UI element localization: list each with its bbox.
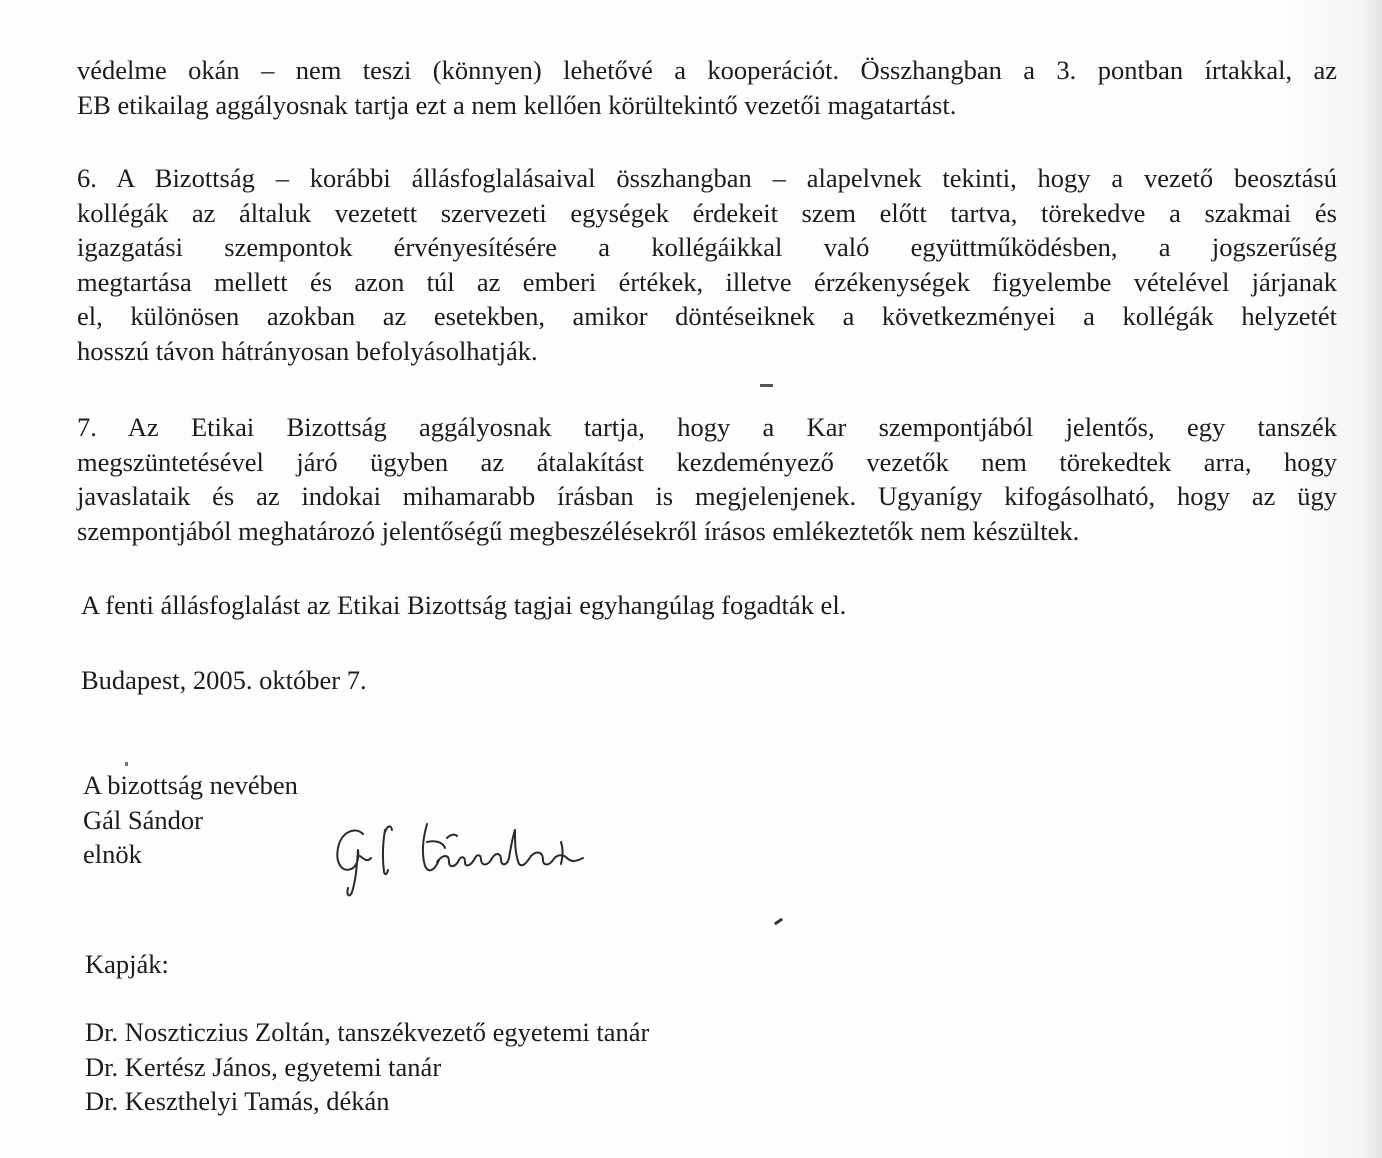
paragraph-line: megtartása mellett és azon túl az emberi értékek, illetve érzékenységek figyelembe vételével járjanak [77,266,1337,297]
paragraph-line: el, különösen azokban az esetekben, amikor döntéseiknek a következményei a kollégák helyzetét [77,301,1337,331]
recipient-item: Dr. Kertész János, egyetemi tanár [85,1051,442,1082]
on-behalf-label: A bizottság nevében [83,770,298,800]
paragraph-line: javaslataik és az indokai mihamarabb írásban is megjelenjenek. Ugyanígy kifogásolható, hogy az ügy [77,481,1337,511]
recipient-item: Dr. Keszthelyi Tamás, dékán [85,1086,390,1116]
scan-edge-shadow [1360,0,1382,1158]
scan-speck [125,762,128,766]
handwritten-signature [325,812,600,902]
paragraph-line: hosszú távon hátrányosan befolyásolhatják. [77,335,538,366]
paragraph-5 [77,53,1337,122]
paragraph-line: kollégák az általuk vezetett szervezeti egységek érdekeit szem előtt tartva, törekedve a szakmai és [77,197,1337,228]
signatory-name: Gál Sándor [83,804,203,835]
scan-speck [774,918,783,926]
paragraph-line: megszüntetésével járó ügyben az átalakítást kezdeményező vezetők nem törekedtek arra, hogy [77,446,1337,477]
place-and-date: Budapest, 2005. október 7. [81,665,367,695]
paragraph-line: igazgatási szempontok érvényesítésére a kollégáikkal való együttműködésben, a jogszerűség [77,232,1337,262]
recipients-heading: Kapják: [85,949,169,979]
paragraph-line: 7. Az Etikai Bizottság aggályosnak tartja, hogy a Kar szempontjából jelentős, egy tanszék [77,412,1337,442]
recipient-item: Dr. Noszticzius Zoltán, tanszékvezető egyetemi tanár [85,1017,650,1047]
recipients-list [85,1015,649,1119]
paragraph-line: EB etikailag aggályosnak tartja ezt a nem kellően körültekintő vezetői magatartást. [77,89,957,120]
paragraph-line: védelme okán – nem teszi (könnyen) lehetővé a kooperációt. Összhangban a 3. pontban írtakkal, az [77,55,1337,85]
scan-speck [760,384,773,387]
signatory-role: elnök [83,839,142,869]
paragraph-line: szempontjából meghatározó jelentőségű megbeszélésekről írásos emlékeztetők nem készültek. [77,515,1080,546]
closing-statement: A fenti állásfoglalást az Etikai Bizottság tagjai egyhangúlag fogadták el. [81,590,847,620]
paragraph-7 [77,410,1337,548]
paragraph-6 [77,161,1337,368]
paragraph-line: 6. A Bizottság – korábbi állásfoglalásaival összhangban – alapelvnek tekinti, hogy a vezető beosztású [77,163,1337,193]
signatory-block [83,768,298,872]
